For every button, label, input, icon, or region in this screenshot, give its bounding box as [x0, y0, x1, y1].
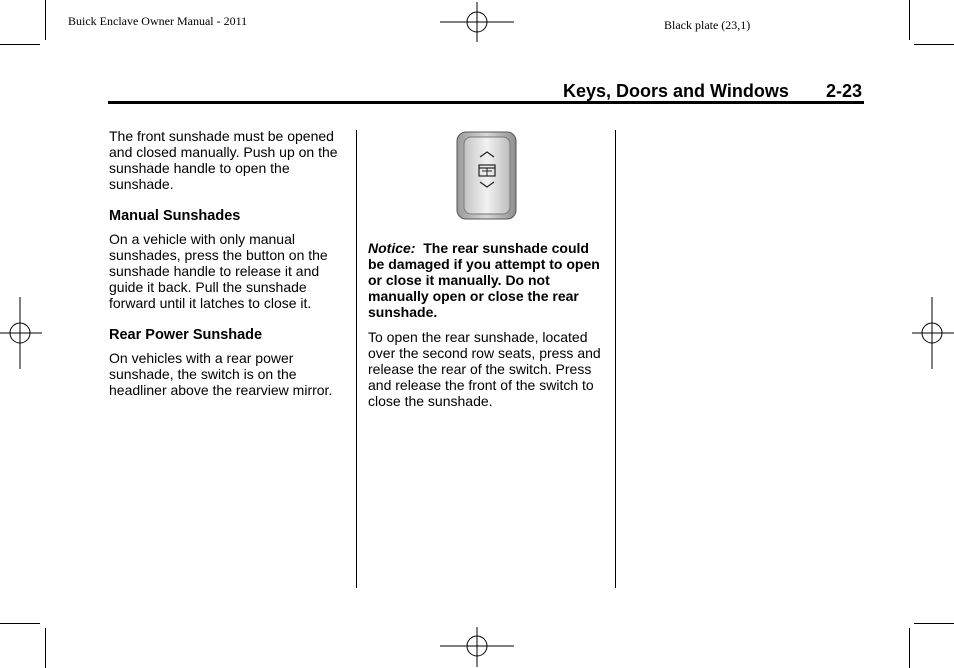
plate-label: Black plate (23,1) — [664, 18, 751, 32]
rear-power-sunshade-paragraph: On vehicles with a rear power sunshade, the switch is on the headliner above the rearview mirror. — [109, 350, 333, 398]
sunshade-switch-icon — [456, 131, 517, 220]
column-middle — [368, 240, 606, 418]
manual-title: Buick Enclave Owner Manual - 2011 — [68, 14, 248, 28]
registration-mark-right — [912, 297, 954, 369]
notice-paragraph — [368, 240, 606, 320]
manual-sunshades-heading: Manual Sunshades — [109, 208, 241, 224]
column-divider-2 — [615, 130, 616, 588]
page-number: 2-23 — [826, 81, 863, 101]
header-rule — [108, 101, 864, 104]
intro-paragraph: The front sunshade must be opened and closed manually. Push up on the sunshade handle to open the sunshade. — [109, 128, 338, 192]
registration-mark-bottom — [440, 627, 514, 667]
rear-power-sunshade-heading: Rear Power Sunshade — [109, 327, 263, 343]
notice-text: The rear sunshade could be damaged if you attempt to open or close it manually. Do not manually open or close the rear sunshade. — [368, 240, 600, 320]
column-divider-1 — [356, 130, 357, 588]
registration-mark-left — [0, 297, 42, 369]
section-title: Keys, Doors and Windows — [563, 81, 789, 101]
instructions-paragraph: To open the rear sunshade, located over the second row seats, press and release the rear of the switch. Press and release the front of the switch to close the sunshade. — [368, 329, 601, 409]
notice-label: Notice: — [368, 240, 416, 256]
manual-sunshades-paragraph: On a vehicle with only manual sunshades, press the button on the sunshade handle to release it and guide it back. Pull the sunshade forward until it latches to close it. — [109, 231, 328, 311]
column-left — [109, 128, 351, 407]
registration-mark-top — [440, 2, 514, 42]
